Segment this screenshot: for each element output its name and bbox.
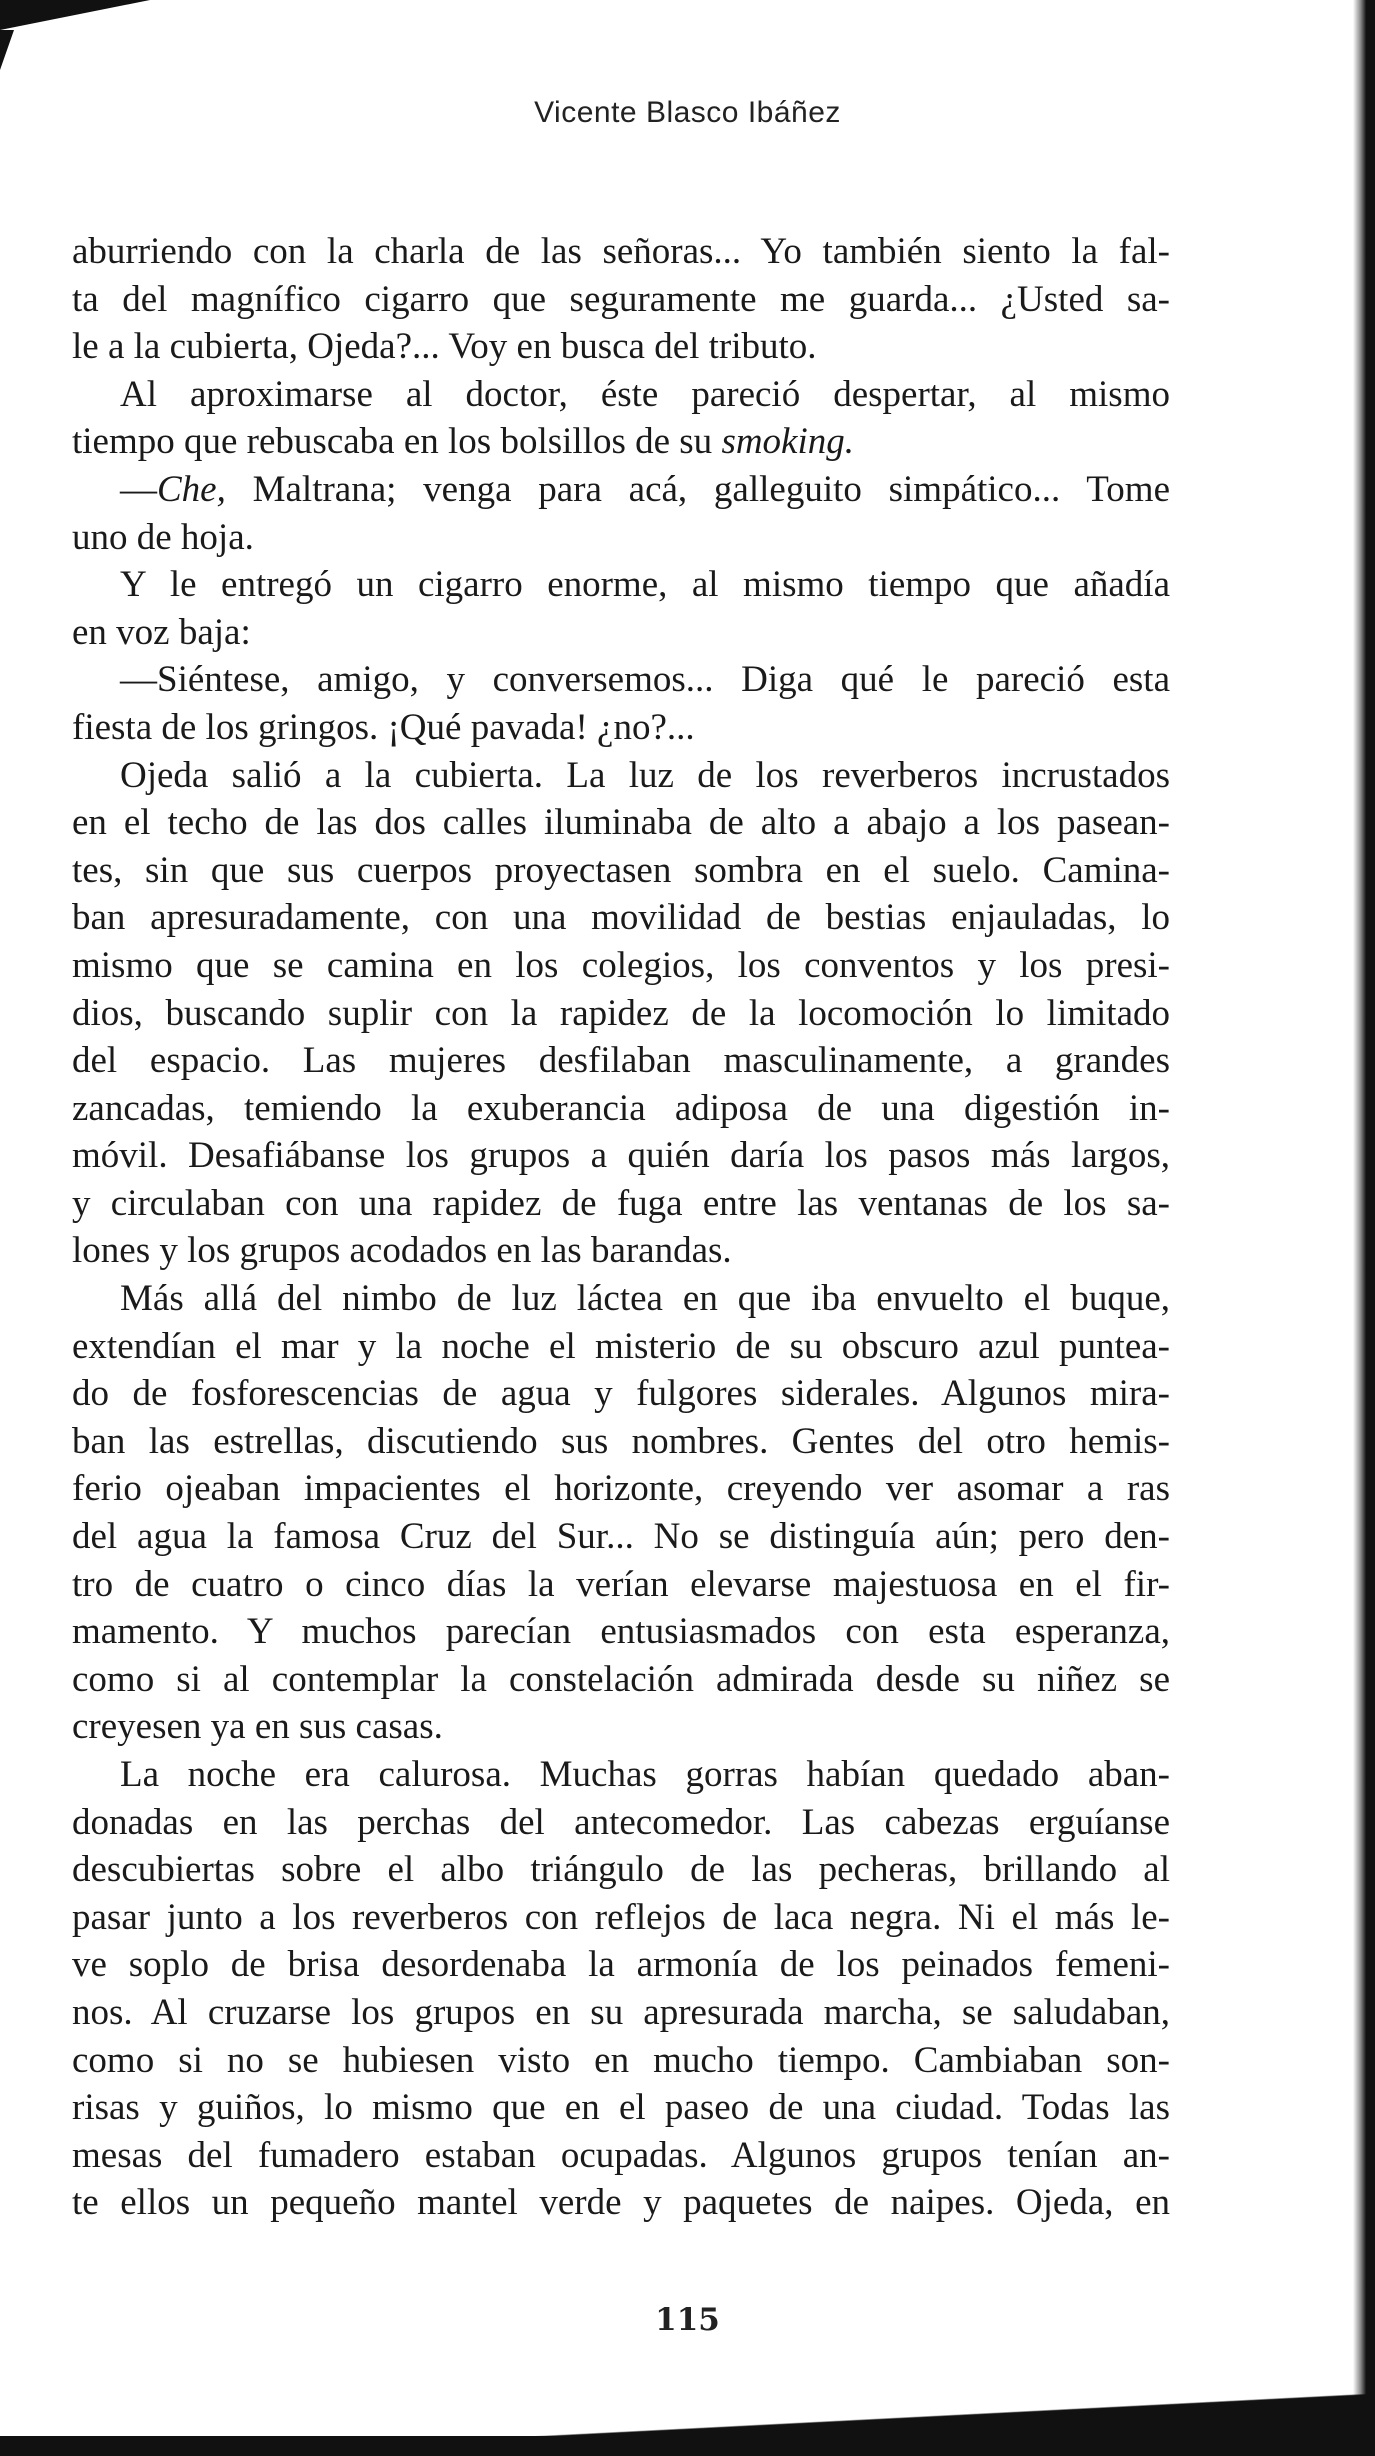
- text-line: nos. Al cruzarse los grupos en su apresurada marcha, se saludaban,: [72, 1991, 1170, 2033]
- text-line: mismo que se camina en los colegios, los conventos y los presi-: [72, 944, 1170, 986]
- text-line: ban apresuradamente, con una movilidad de bestias enjauladas, lo: [72, 897, 1170, 939]
- text-line: en el techo de las dos calles iluminaba de alto a abajo a los pasean-: [72, 802, 1170, 844]
- text-line: mesas del fumadero estaban ocupadas. Algunos grupos tenían an-: [72, 2134, 1170, 2176]
- text-line: tes, sin que sus cuerpos proyectasen sombra en el suelo. Camina-: [72, 849, 1170, 891]
- body-text: [72, 228, 1170, 2227]
- text-line: le a la cubierta, Ojeda?... Voy en busca del tributo.: [72, 326, 817, 368]
- text-line: fiesta de los gringos. ¡Qué pavada! ¿no?...: [72, 706, 695, 748]
- scan-corner-artifact-tail: [0, 30, 14, 70]
- italic-word: Che,: [157, 468, 226, 510]
- text-line: risas y guiños, lo mismo que en el paseo de una ciudad. Todas las: [72, 2087, 1170, 2129]
- text-line: Más allá del nimbo de luz láctea en que iba envuelto el buque,: [120, 1278, 1170, 1320]
- text-line: donadas en las perchas del antecomedor. Las cabezas erguíanse: [72, 1801, 1170, 1843]
- page-number: 115: [655, 2302, 720, 2338]
- text-line: [72, 418, 1170, 466]
- text-line: lones y los grupos acodados en las barandas.: [72, 1230, 732, 1272]
- text-line: ta del magnífico cigarro que seguramente me guarda... ¿Usted sa-: [72, 278, 1170, 320]
- text-line: Y le entregó un cigarro enorme, al mismo tiempo que añadía: [120, 564, 1170, 606]
- italic-word: smoking.: [721, 421, 855, 463]
- dash: —: [120, 468, 157, 510]
- text-fragment: tiempo que rebuscaba en los bolsillos de su: [72, 421, 713, 463]
- text-line: [72, 466, 1170, 514]
- text-line: ve soplo de brisa desordenaba la armonía de los peinados femeni-: [72, 1944, 1170, 1986]
- text-line: aburriendo con la charla de las señoras... Yo también siento la fal-: [72, 231, 1170, 272]
- text-fragment: Maltrana; venga para acá, galleguito simpático... Tome: [252, 468, 1171, 510]
- text-line: do de fosforescencias de agua y fulgores siderales. Algunos mira-: [72, 1373, 1170, 1415]
- text-line: ban las estrellas, discutiendo sus nombres. Gentes del otro hemis-: [72, 1420, 1170, 1462]
- text-line: en voz baja:: [72, 611, 251, 653]
- text-line: Ojeda salió a la cubierta. La luz de los reverberos incrustados: [120, 754, 1170, 796]
- running-head: Vicente Blasco Ibáñez: [534, 96, 841, 129]
- text-line: tro de cuatro o cinco días la verían elevarse majestuosa en el fir-: [72, 1563, 1170, 1605]
- text-line: del espacio. Las mujeres desfilaban masculinamente, a grandes: [72, 1040, 1170, 1082]
- text-line: descubiertas sobre el albo triángulo de las pecheras, brillando al: [72, 1849, 1170, 1891]
- text-line: extendían el mar y la noche el misterio de su obscuro azul puntea-: [72, 1325, 1170, 1367]
- text-line: ferio ojeaban impacientes el horizonte, creyendo ver asomar a ras: [72, 1468, 1170, 1510]
- text-line: pasar junto a los reverberos con reflejos de laca negra. Ni el más le-: [72, 1896, 1170, 1938]
- text-line: como si no se hubiesen visto en mucho tiempo. Cambiaban son-: [72, 2039, 1170, 2081]
- text-line: como si al contemplar la constelación admirada desde su niñez se: [72, 1658, 1170, 1700]
- text-line: y circulaban con una rapidez de fuga entre las ventanas de los sa-: [72, 1182, 1170, 1224]
- scan-corner-artifact: [0, 0, 150, 30]
- text-line: del agua la famosa Cruz del Sur... No se distinguía aún; pero den-: [72, 1516, 1170, 1558]
- text-line: —Siéntese, amigo, y conversemos... Diga qué le pareció esta: [120, 659, 1170, 701]
- scan-bottom-edge-fill: [0, 2436, 1375, 2456]
- scan-right-edge: [1353, 0, 1375, 2456]
- text-line: mamento. Y muchos parecían entusiasmados con esta esperanza,: [72, 1611, 1170, 1653]
- text-line: te ellos un pequeño mantel verde y paquetes de naipes. Ojeda, en: [72, 2182, 1170, 2224]
- text-line: zancadas, temiendo la exuberancia adiposa de una digestión in-: [72, 1087, 1170, 1129]
- text-line: dios, buscando suplir con la rapidez de la locomoción lo limitado: [72, 992, 1170, 1034]
- text-line: uno de hoja.: [72, 516, 254, 558]
- text-line: La noche era calurosa. Muchas gorras habían quedado aban-: [120, 1754, 1170, 1795]
- text-line: creyesen ya en sus casas.: [72, 1706, 443, 1748]
- text-line: Al aproximarse al doctor, éste pareció despertar, al mismo: [120, 373, 1170, 415]
- text-line: móvil. Desafiábanse los grupos a quién daría los pasos más largos,: [72, 1135, 1170, 1177]
